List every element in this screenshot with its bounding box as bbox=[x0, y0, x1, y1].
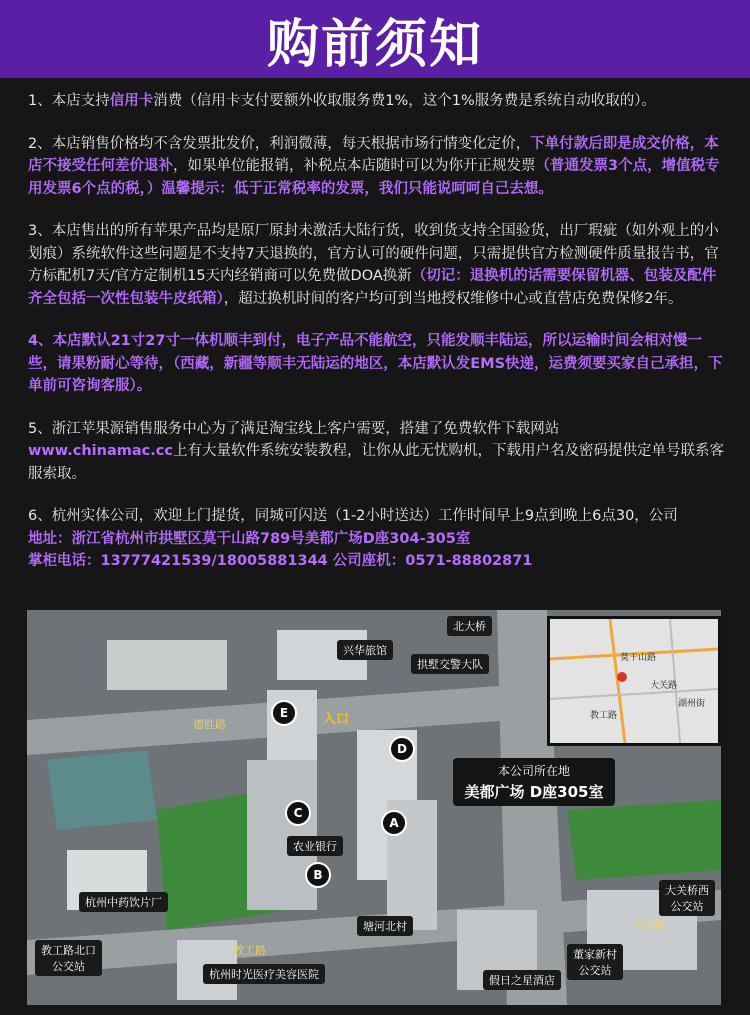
map-label-village: 塘河北村 bbox=[357, 916, 413, 936]
notice-item-1 bbox=[28, 90, 728, 113]
notice-content bbox=[28, 90, 728, 593]
map-label-bus-dongjia: 董家新村 公交站 bbox=[567, 944, 623, 980]
map-label-entry: 入口 bbox=[323, 712, 350, 727]
inset-road-label: 教工路 bbox=[590, 711, 618, 721]
notice-item-3 bbox=[28, 220, 728, 310]
text-segment: ，如果单位能报销，补税点本店随时可以为你开正规发票 bbox=[173, 158, 536, 174]
highlight-text: 信用卡 bbox=[109, 93, 154, 109]
inset-road-label: 大关路 bbox=[650, 681, 678, 691]
inset-road-label: 湖州街 bbox=[678, 699, 706, 709]
map-label-hotel: 兴华旅馆 bbox=[337, 640, 393, 660]
address-text: 地址：浙江省杭州市拱墅区莫干山路789号美都广场D座304-305室 bbox=[28, 530, 471, 547]
notice-item-2 bbox=[28, 133, 728, 201]
company-line2: 美都广场 D座305室 bbox=[464, 783, 604, 801]
text-segment: 5、浙江苹果源销售服务中心为了满足淘宝线上客户需要，搭建了免费软件下载网站 bbox=[28, 420, 560, 437]
notice-item-4: 4、本店默认21寸27寸一体机顺丰到付，电子产品不能航空，只能发顺丰陆运，所以运输时间会相对慢一些，请果粉耐心等待，（西藏，新疆等顺丰无陆运的地区，本店默认发EMS快递，运费须要买家自己承担，下单前可咨询客服）。 bbox=[28, 333, 723, 394]
notice-item-6 bbox=[28, 505, 728, 573]
inset-road-label: 莫干山路 bbox=[620, 653, 657, 663]
inset-roads bbox=[550, 619, 718, 743]
highlight-text: （普通发票3个点，增值税专用发票6个点的税，）温馨提示：低于正常税率的发票，我们只能说呵呵自己去想。 bbox=[28, 158, 720, 197]
building-marker-c: C bbox=[285, 800, 311, 826]
text-segment: 1、本店支持 bbox=[28, 93, 110, 109]
highlight-text: （切记：退换机的话需要保留机器、包装及配件齐全包括一次性包装牛皮纸箱） bbox=[28, 268, 717, 307]
building-marker-b: B bbox=[305, 862, 331, 888]
map-label-road-daguan: 大关路 bbox=[633, 918, 666, 931]
map-label-hospital: 杭州时光医疗美容医院 bbox=[203, 964, 325, 984]
phone-text: 掌柜电话：13777421539/18005881344 公司座机：0571-88802871 bbox=[28, 553, 533, 569]
map-label-bridge: 北大桥 bbox=[447, 616, 492, 636]
map-label-bus-daguan: 大关桥西 公交站 bbox=[659, 880, 715, 916]
map-label-bank: 农业银行 bbox=[287, 836, 343, 856]
building-marker-d: D bbox=[389, 736, 415, 762]
inset-map bbox=[547, 616, 721, 746]
text-segment: 2、本店销售价格均不含发票批发价，利润微薄，每天根据市场行情变化定价， bbox=[28, 135, 531, 152]
text-segment: 消费（信用卡支付要额外收取服务费1%，这个1%服务费是系统自动收取的）。 bbox=[153, 93, 656, 109]
building-marker-a: A bbox=[381, 810, 407, 836]
location-map bbox=[27, 610, 721, 1005]
text-segment: 上有大量软件系统安装教程，让你从此无忧购机，下载用户名及密码提供定单号联系客服索取。 bbox=[28, 443, 724, 482]
page-title: 购前须知 bbox=[266, 14, 483, 75]
map-label-factory: 杭州中药饮片厂 bbox=[79, 892, 168, 912]
text-segment: ，超过换机时间的客户均可到当地授权维修中心或直营店免费保修2年。 bbox=[223, 290, 683, 307]
map-label-road-deshang: 德胜路 bbox=[193, 718, 226, 731]
map-label-road-jiaogong: 教工路 bbox=[233, 944, 266, 957]
text-segment: 6、杭州实体公司，欢迎上门提货，同城可闪送（1-2小时送达）工作时间早上9点到晚上6点30，公司 bbox=[28, 508, 678, 524]
building-marker-e: E bbox=[271, 700, 297, 726]
map-label-inn: 假日之星酒店 bbox=[483, 970, 561, 990]
highlight-text: 下单付款后即是成交价格，本店不接受任何差价退补 bbox=[28, 135, 719, 174]
header-banner bbox=[0, 0, 750, 78]
map-label-police: 拱墅交警大队 bbox=[411, 654, 489, 674]
company-location-callout bbox=[453, 758, 615, 806]
website-link[interactable]: www.chinamac.cc bbox=[28, 443, 173, 459]
company-line1: 本公司所在地 bbox=[497, 764, 570, 778]
map-label-bus-jiaogong: 教工路北口 公交站 bbox=[35, 940, 102, 976]
text-segment: 3、本店售出的所有苹果产品均是原厂原封未激活大陆行货，收到货支持全国验货，出厂瑕疵（如外观上的小划痕）系统软件这些问题是不支持7天退换的，官方认可的硬件问题，只需提供官方检测硬件质量报告书，官方标配机7天/官方定制机15天内经销商可以免费做DOA换新 bbox=[28, 223, 719, 284]
notice-item-5 bbox=[28, 418, 728, 486]
